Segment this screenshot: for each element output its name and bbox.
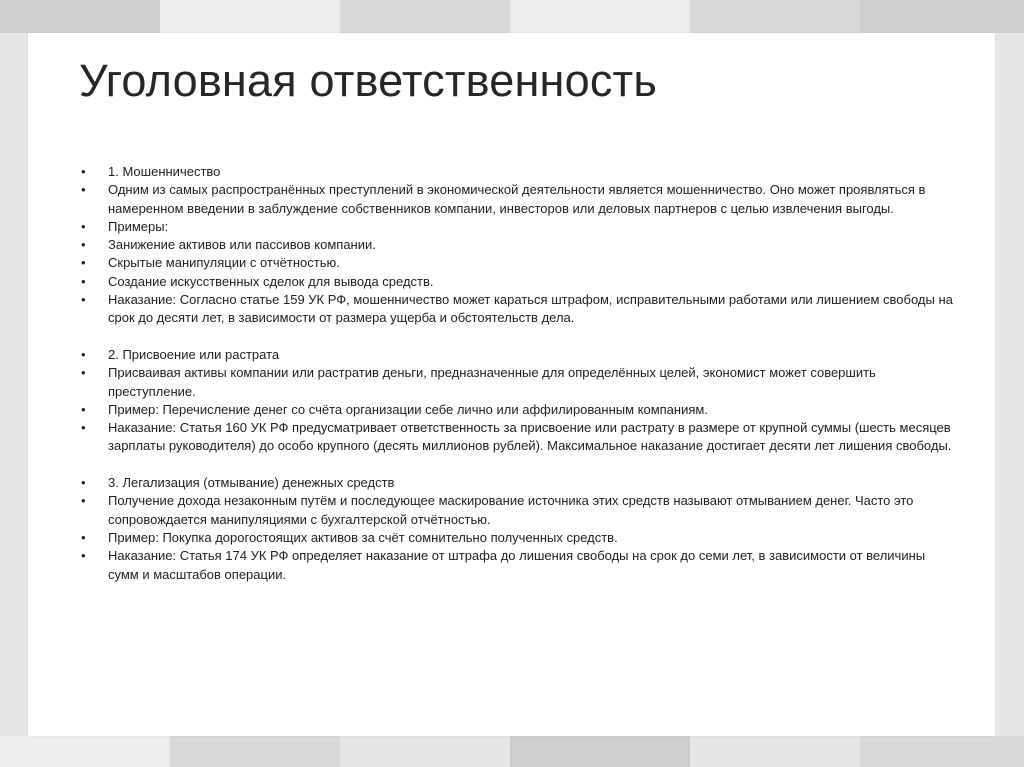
bullet-item: • Пример: Перечисление денег со счёта организации себе лично или аффилированным компаниям.: [79, 401, 959, 419]
bullet-item: • 2. Присвоение или растрата: [79, 346, 959, 364]
background-tile: [690, 0, 860, 33]
bullet-item: • Наказание: Статья 160 УК РФ предусматривает ответственность за присвоение или растрату в размере от крупной суммы (шесть месяцев зарплаты руководителя) до особо крупного (десять миллионов рублей). Максимальное наказание достигает десяти лет лишения свободы.: [79, 419, 959, 456]
bullet-item: • Получение дохода незаконным путём и последующее маскирование источника этих средств называют отмыванием денег. Часто это сопровождается манипуляциями с бухгалтерской отчётностью.: [79, 492, 959, 529]
background-tile: [340, 0, 510, 33]
bullet-item: • Пример: Покупка дорогостоящих активов за счёт сомнительно полученных средств.: [79, 529, 959, 547]
bullet-item: • Одним из самых распространённых преступлений в экономической деятельности является мошенничество. Оно может проявляться в намеренном введении в заблуждение собственников компании, инвесторов или деловых партнеров с целью извлечения выгоды.: [79, 181, 959, 218]
section-embezzlement: [79, 346, 959, 456]
section-money-laundering: [79, 474, 959, 584]
background-tile: [0, 0, 160, 33]
bullet-item: • Наказание: Статья 174 УК РФ определяет наказание от штрафа до лишения свободы на срок до семи лет, в зависимости от величины сумм и масштабов операции.: [79, 547, 959, 584]
background-tile: [0, 736, 170, 767]
bullet-item: • Примеры:: [79, 218, 959, 236]
background-tile: [510, 0, 690, 33]
background-tile: [860, 0, 1024, 33]
section-fraud: [79, 163, 959, 328]
bullet-item: • Создание искусственных сделок для вывода средств.: [79, 273, 959, 291]
bullet-item: • Занижение активов или пассивов компании.: [79, 236, 959, 254]
slide: [28, 33, 995, 736]
bullet-item: • Наказание: Согласно статье 159 УК РФ, мошенничество может караться штрафом, исправительными работами или лишением свободы на срок до десяти лет, в зависимости от размера ущерба и обстоятельств дела.: [79, 291, 959, 328]
bullet-item: • Присваивая активы компании или растратив деньги, предназначенные для определённых целей, экономист может совершить преступление.: [79, 364, 959, 401]
slide-content: [79, 163, 959, 602]
background-tile: [170, 736, 340, 767]
slide-title: Уголовная ответственность: [79, 55, 657, 106]
background-tile: [860, 736, 1024, 767]
background-tile: [160, 0, 340, 33]
background-tile: [510, 736, 690, 767]
bullet-item: • 1. Мошенничество: [79, 163, 959, 181]
bullet-item: • Скрытые манипуляции с отчётностью.: [79, 254, 959, 272]
bullet-item: • 3. Легализация (отмывание) денежных средств: [79, 474, 959, 492]
